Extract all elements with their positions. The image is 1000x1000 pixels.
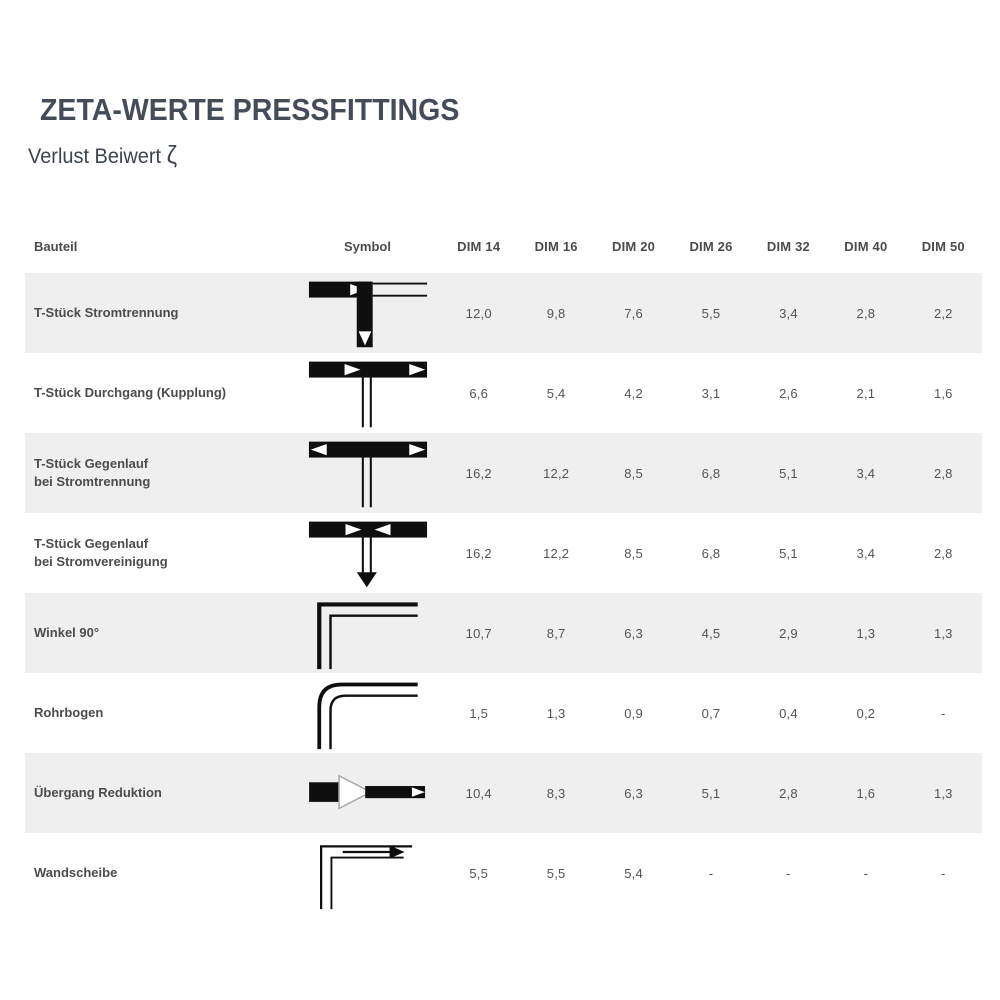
zeta-value: 10,7: [465, 625, 492, 641]
page-title: ZETA-WERTE PRESSFITTINGS: [40, 92, 460, 127]
zeta-value: 8,3: [546, 785, 566, 801]
zeta-value: 2,9: [779, 625, 798, 641]
zeta-value: 9,8: [546, 305, 566, 321]
column-header-bauteil: Bauteil: [34, 238, 78, 254]
zeta-value: -: [708, 865, 714, 881]
zeta-value: 10,4: [465, 785, 492, 801]
zeta-value: 6,6: [469, 385, 489, 401]
bauteil-label-line: bei Stromtrennung: [34, 474, 151, 489]
wall-plate-icon: [307, 836, 429, 911]
column-header-symbol: Symbol: [344, 239, 391, 254]
zeta-value: 5,1: [779, 545, 798, 561]
table-body: [25, 273, 982, 913]
bauteil-label: [25, 704, 295, 722]
zeta-value: 2,2: [933, 305, 953, 321]
zeta-value: 4,2: [624, 385, 643, 401]
zeta-value: 1,3: [933, 625, 953, 641]
zeta-value: 2,8: [779, 785, 798, 801]
table-header-row: [25, 220, 982, 273]
column-header-dim-20: DIM 20: [612, 239, 656, 254]
symbol-cell: [295, 772, 440, 815]
table-row: [25, 833, 982, 913]
reducer-icon: [307, 772, 429, 815]
symbol-cell: [295, 436, 440, 511]
bauteil-label: [25, 535, 295, 571]
bauteil-label-line: T-Stück Gegenlauf: [34, 536, 149, 551]
page-subtitle: [28, 141, 951, 170]
zeta-value: 0,2: [856, 705, 876, 721]
zeta-value: 8,5: [624, 465, 643, 481]
subtitle-text: Verlust Beiwert: [28, 145, 162, 168]
zeta-value: 16,2: [465, 545, 492, 561]
bauteil-label-line: Wandscheibe: [34, 865, 118, 880]
bauteil-label: [25, 384, 295, 402]
zeta-value: 5,4: [546, 385, 566, 401]
symbol-cell: [295, 836, 440, 911]
column-header-dim-16: DIM 16: [534, 239, 578, 254]
zeta-value: -: [941, 705, 946, 721]
zeta-value: 5,1: [701, 785, 721, 801]
zeta-value: 5,5: [546, 865, 566, 881]
zeta-value: 3,4: [856, 545, 876, 561]
symbol-cell: [295, 356, 440, 431]
column-header-dim-40: DIM 40: [844, 239, 888, 254]
table-row: [25, 513, 982, 593]
zeta-value: 2,8: [856, 305, 876, 321]
table-row: [25, 753, 982, 833]
symbol-cell: [295, 276, 440, 351]
zeta-value: 5,4: [624, 865, 643, 881]
bauteil-label-line: bei Stromvereinigung: [34, 554, 168, 569]
zeta-value: 4,5: [701, 625, 721, 641]
zeta-value: 12,2: [543, 545, 570, 561]
zeta-value: 6,8: [701, 545, 721, 561]
zeta-value: 6,8: [701, 465, 721, 481]
bauteil-label: [25, 304, 295, 322]
zeta-values-table: [25, 220, 982, 913]
column-header-dim-26: DIM 26: [689, 239, 733, 254]
zeta-value: 3,1: [701, 385, 721, 401]
zeta-value: -: [863, 865, 869, 881]
zeta-value: 2,8: [933, 465, 953, 481]
bauteil-label-line: Rohrbogen: [34, 705, 104, 720]
zeta-value: 3,4: [779, 305, 798, 321]
bauteil-label-line: Winkel 90°: [34, 625, 100, 640]
pipe-bend-icon: [307, 676, 429, 751]
zeta-value: 3,4: [856, 465, 876, 481]
zeta-value: 2,1: [856, 385, 876, 401]
column-header-dim-50: DIM 50: [921, 239, 965, 254]
elbow-90-icon: [307, 596, 429, 671]
zeta-value: 0,4: [779, 705, 798, 721]
zeta-value: 1,5: [469, 705, 489, 721]
zeta-value: 0,7: [701, 705, 721, 721]
zeta-value: 8,7: [546, 625, 566, 641]
bauteil-label-line: T-Stück Stromtrennung: [34, 305, 179, 320]
tee-pass-through-icon: [307, 356, 429, 431]
zeta-value: 12,2: [543, 465, 570, 481]
table-row: [25, 273, 982, 353]
symbol-cell: [295, 516, 440, 591]
symbol-cell: [295, 676, 440, 751]
column-header-dim-14: DIM 14: [457, 239, 501, 254]
table-row: [25, 353, 982, 433]
zeta-value: 2,6: [779, 385, 798, 401]
zeta-value: 1,6: [933, 385, 953, 401]
zeta-value: 5,5: [701, 305, 721, 321]
bauteil-label: [25, 455, 295, 491]
zeta-value: -: [786, 865, 791, 881]
zeta-value: 7,6: [624, 305, 643, 321]
bauteil-label: [25, 864, 295, 882]
zeta-value: 1,3: [546, 705, 566, 721]
zeta-value: 6,3: [624, 785, 643, 801]
symbol-cell: [295, 596, 440, 671]
zeta-value: 5,1: [779, 465, 798, 481]
tee-counterflow-split-icon: [307, 436, 429, 511]
zeta-symbol: ζ: [166, 141, 178, 169]
zeta-value: 2,8: [933, 545, 953, 561]
tee-counterflow-merge-icon: [307, 516, 429, 591]
tee-flow-split-icon: [307, 276, 429, 351]
zeta-value: 1,3: [856, 625, 876, 641]
zeta-value: 8,5: [624, 545, 643, 561]
zeta-value: 12,0: [465, 305, 492, 321]
table-row: [25, 673, 982, 753]
bauteil-label: [25, 624, 295, 642]
column-header-dim-32: DIM 32: [766, 239, 810, 254]
bauteil-label-line: Übergang Reduktion: [34, 785, 162, 800]
zeta-value: -: [941, 865, 946, 881]
zeta-value: 16,2: [465, 465, 492, 481]
bauteil-label-line: T-Stück Gegenlauf: [34, 456, 149, 471]
bauteil-label-line: T-Stück Durchgang (Kupplung): [34, 385, 227, 400]
zeta-value: 6,3: [624, 625, 643, 641]
zeta-value: 5,5: [469, 865, 489, 881]
bauteil-label: [25, 784, 295, 802]
zeta-value: 1,3: [933, 785, 953, 801]
table-row: [25, 433, 982, 513]
zeta-value: 0,9: [624, 705, 643, 721]
zeta-value: 1,6: [856, 785, 876, 801]
table-row: [25, 593, 982, 673]
